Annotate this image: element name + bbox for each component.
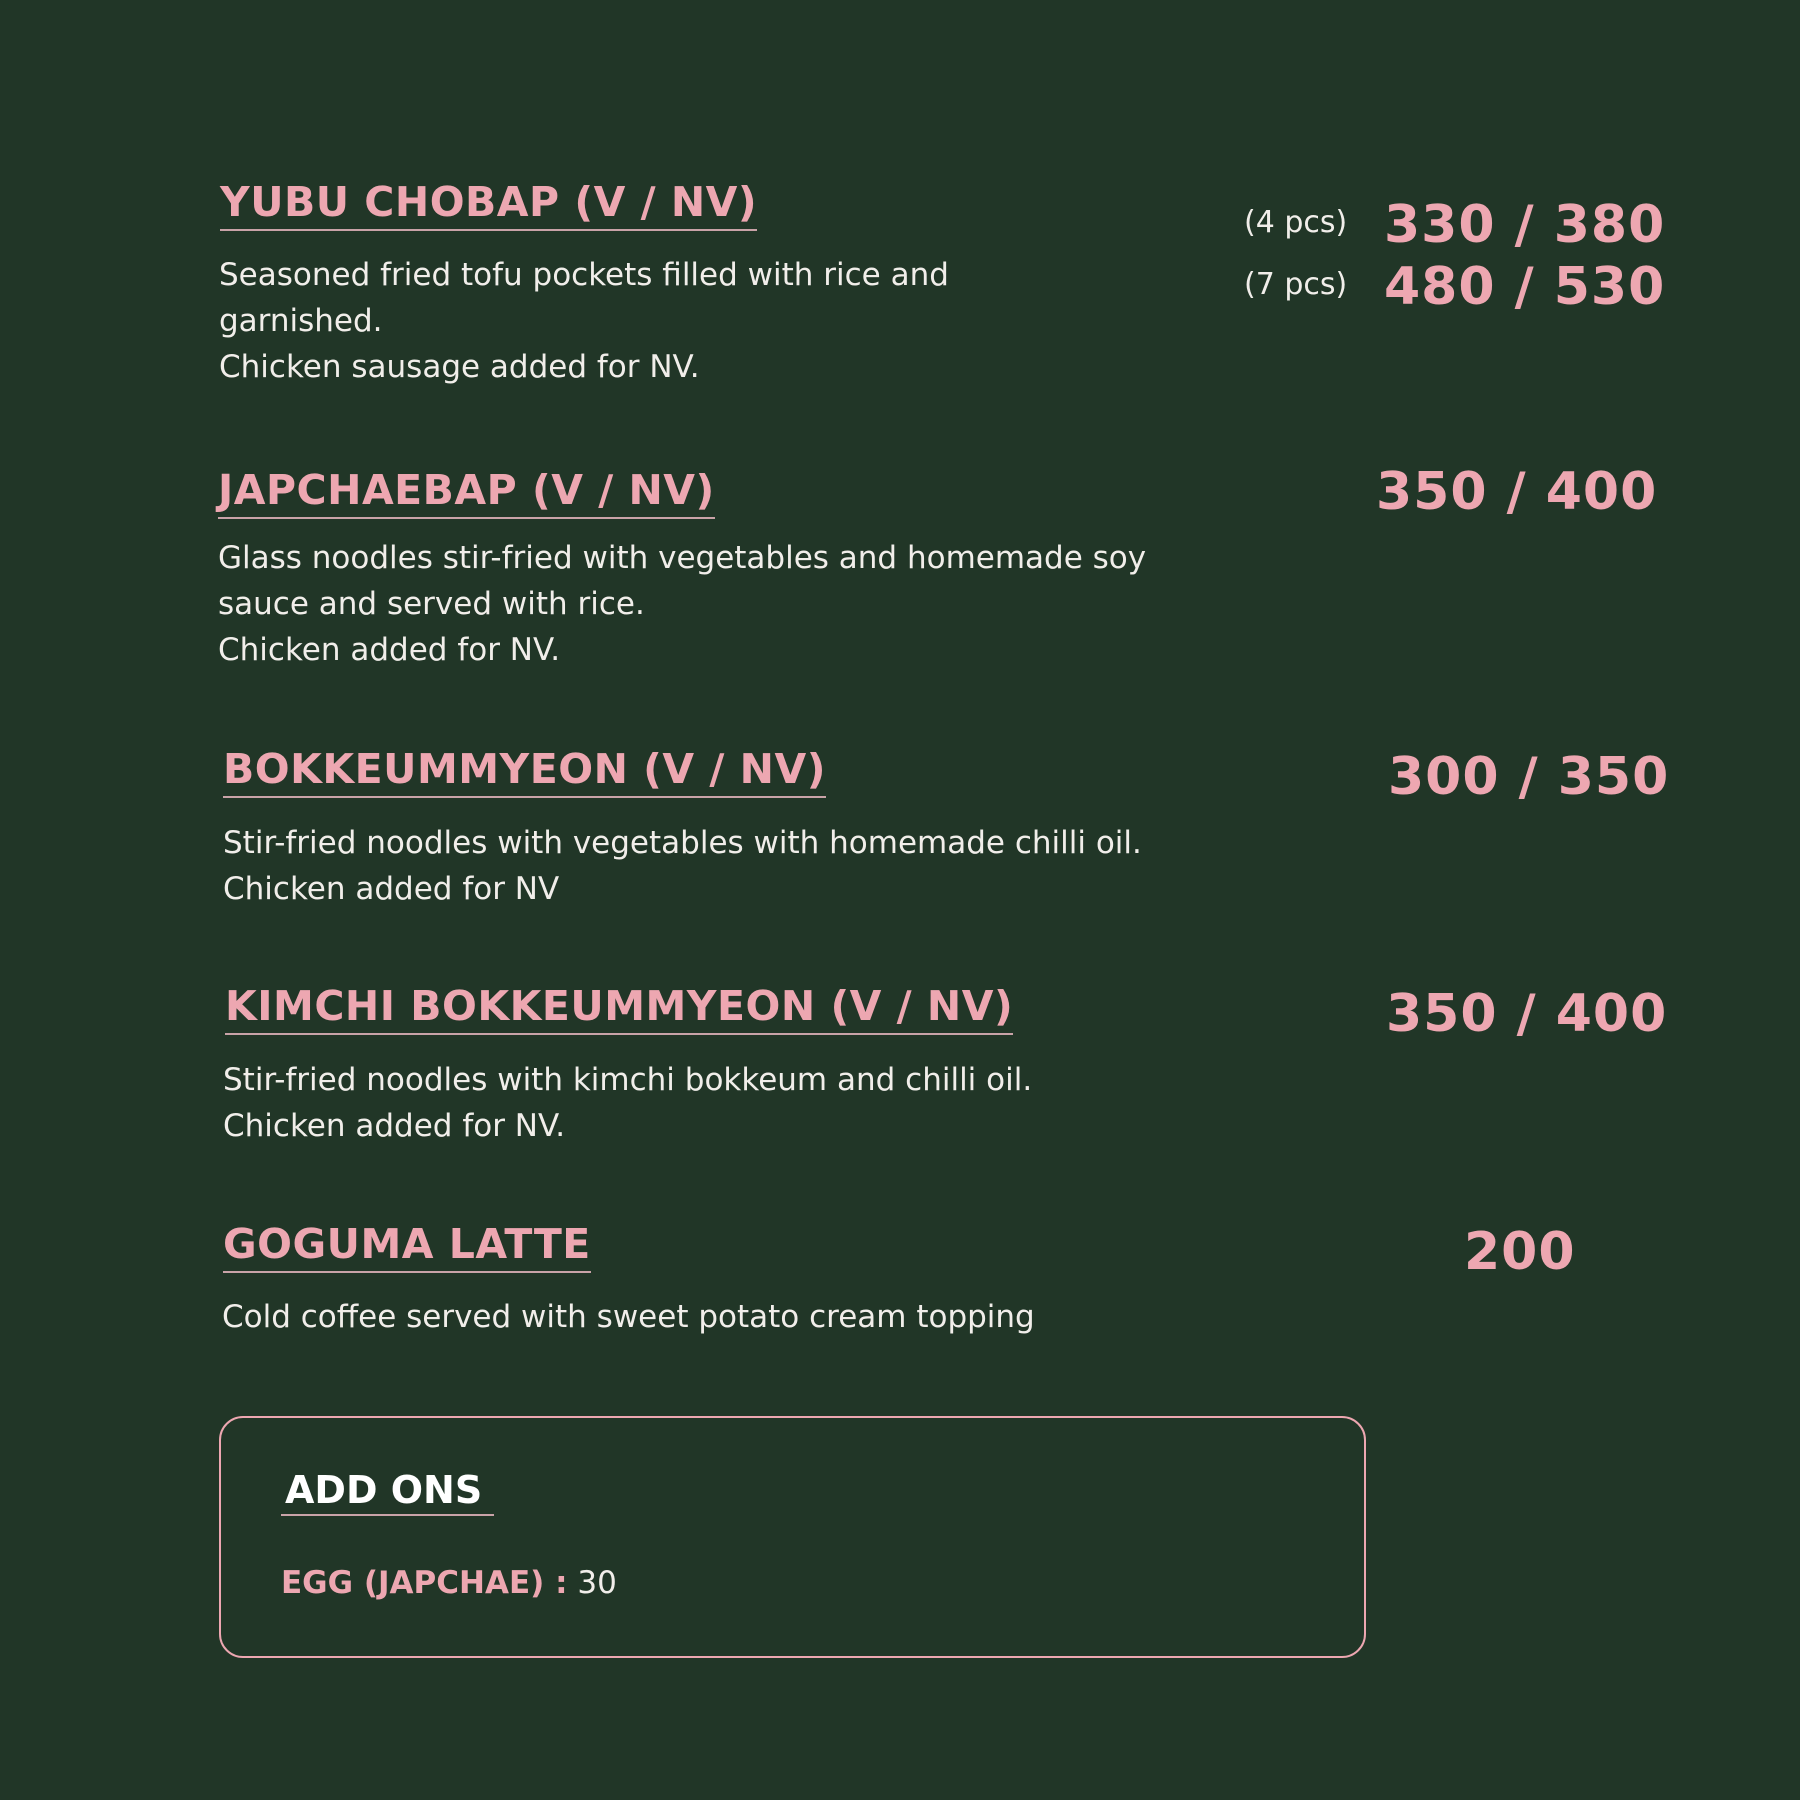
qty-4pcs: (4 pcs) bbox=[1244, 205, 1348, 240]
description-line: Glass noodles stir-fried with vegetables and homemade soy bbox=[218, 540, 1147, 576]
price-goguma-latte: 200 bbox=[1464, 1222, 1576, 1282]
price-bokkeummyeon: 300 / 350 bbox=[1388, 747, 1670, 807]
description-line: garnished. bbox=[219, 303, 383, 339]
qty-7pcs: (7 pcs) bbox=[1244, 267, 1348, 302]
item-title-goguma-latte: GOGUMA LATTE bbox=[223, 1222, 591, 1273]
price-kimchi-bokkeummyeon: 350 / 400 bbox=[1386, 984, 1668, 1044]
price-japchaebap: 350 / 400 bbox=[1376, 462, 1658, 522]
item-title-bokkeummyeon: BOKKEUMMYEON (V / NV) bbox=[223, 747, 826, 798]
addon-item-egg bbox=[281, 1565, 617, 1601]
description-line: Stir-fried noodles with vegetables with homemade chilli oil. bbox=[223, 825, 1142, 861]
item-description-kimchi-bokkeummyeon bbox=[223, 1057, 1032, 1149]
price-4pcs: 330 / 380 bbox=[1384, 195, 1666, 255]
description-line: Stir-fried noodles with kimchi bokkeum and chilli oil. bbox=[223, 1062, 1033, 1098]
item-title-kimchi-bokkeummyeon: KIMCHI BOKKEUMMYEON (V / NV) bbox=[225, 984, 1013, 1035]
description-line: sauce and served with rice. bbox=[218, 586, 645, 622]
addon-name: EGG (JAPCHAE) bbox=[281, 1565, 545, 1601]
description-line: Chicken sausage added for NV. bbox=[219, 349, 700, 385]
description-line: Chicken added for NV bbox=[223, 871, 560, 907]
description-line: Seasoned fried tofu pockets filled with rice and bbox=[219, 257, 949, 293]
item-description-yubu-chobap bbox=[219, 252, 949, 390]
addons-title: ADD ONS bbox=[281, 1470, 494, 1516]
item-title-yubu-chobap: YUBU CHOBAP (V / NV) bbox=[220, 180, 757, 231]
price-7pcs: 480 / 530 bbox=[1384, 257, 1666, 317]
item-description-japchaebap bbox=[218, 535, 1146, 673]
description-line: Cold coffee served with sweet potato cream topping bbox=[222, 1299, 1035, 1335]
item-description-goguma-latte bbox=[222, 1294, 1035, 1340]
addon-separator: : bbox=[544, 1565, 568, 1601]
description-line: Chicken added for NV. bbox=[218, 632, 561, 668]
item-title-japchaebap: JAPCHAEBAP (V / NV) bbox=[218, 468, 715, 519]
addon-price: 30 bbox=[567, 1565, 617, 1601]
description-line: Chicken added for NV. bbox=[223, 1108, 566, 1144]
item-description-bokkeummyeon bbox=[223, 820, 1142, 912]
addons-box bbox=[219, 1416, 1366, 1658]
